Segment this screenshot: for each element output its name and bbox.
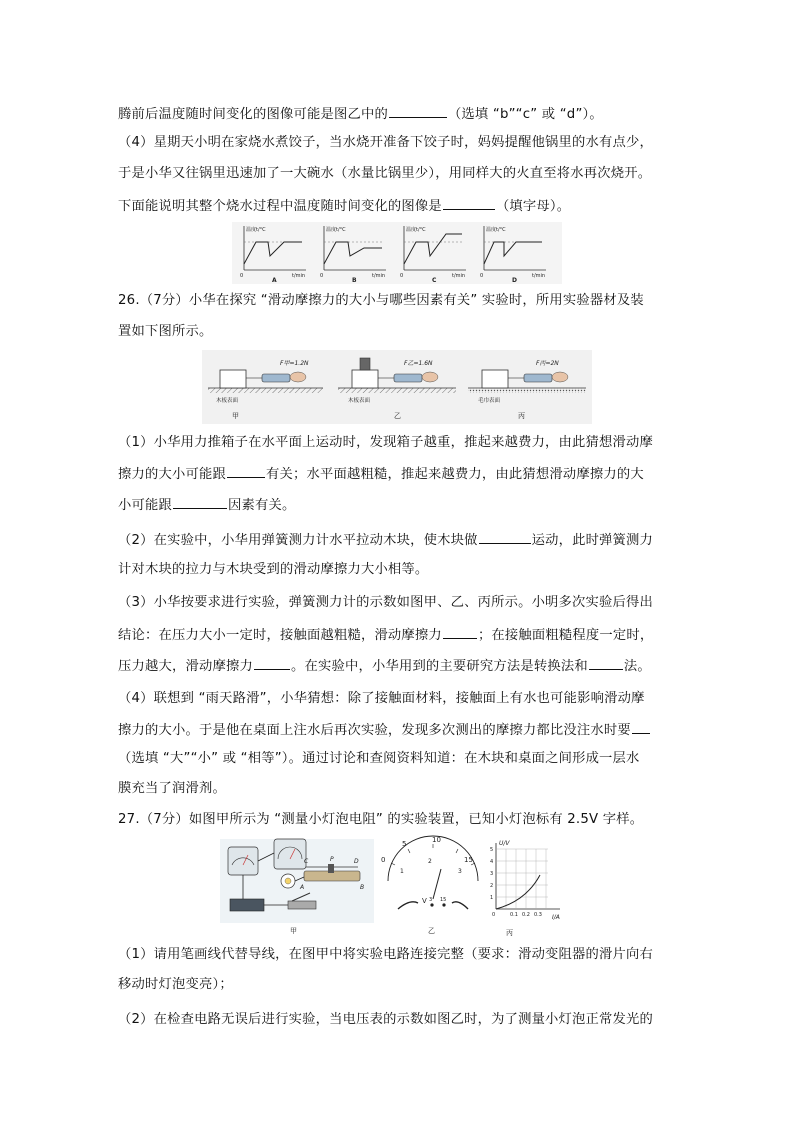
temperature-graphs-svg xyxy=(232,222,562,284)
q26-p3-line3 xyxy=(118,655,678,677)
q26-p3-line3-text: 压力越大，滑动摩擦力 xyxy=(118,659,253,674)
graph-ylabel: U/V xyxy=(499,840,510,847)
q26-p4-line3: （选填 “大”“小” 或 “相等”）。通过讨论和查阅资料知道：在木块和桌面之间形成一层水 xyxy=(118,751,640,766)
graph-xtick-0.3: 0.3 xyxy=(534,912,542,918)
setup-jia-surface: 木板表面 xyxy=(216,398,239,404)
graph-xtick-0: 0 xyxy=(492,912,496,918)
q26-p3-line2-suffix: ；在接触面粗糙程度一定时， xyxy=(477,628,654,643)
graph-ytick-3: 3 xyxy=(490,871,494,877)
answer-blank[interactable] xyxy=(389,103,447,118)
q27-p1-line2: 移动时灯泡变亮）； xyxy=(118,977,233,992)
setup-yi-label: 乙 xyxy=(394,412,401,420)
q25-line1-suffix: （选填 “b”“c” 或 “d”）。 xyxy=(447,107,603,122)
dial-subtick-3: 3 xyxy=(458,868,462,875)
q26-p1-line2-suffix: 有关；水平面越粗糙，推起来越费力，由此猜想滑动摩擦力的大 xyxy=(265,467,644,482)
rheostat-letter-b: B xyxy=(360,884,365,891)
graph-c-xlabel: t/min xyxy=(452,273,466,279)
q26-p1-line3-text: 小可能跟 xyxy=(118,498,172,513)
graph-ytick-5: 5 xyxy=(490,847,494,853)
dial-tick-5: 5 xyxy=(402,840,407,848)
q26-p3-line3-mid: 。在实验中，小华用到的主要研究方法是转换法和 xyxy=(290,659,588,674)
graph-ytick-2: 2 xyxy=(490,883,494,889)
setup-bing-force: F丙=2N xyxy=(536,360,559,367)
q26-p3-line2-text: 结论：在压力大小一定时，接触面越粗糙，滑动摩擦力 xyxy=(118,628,442,643)
q25-line1 xyxy=(118,103,678,125)
answer-blank[interactable] xyxy=(227,463,265,478)
circuit-svg xyxy=(220,835,580,939)
graph-d-origin: 0 xyxy=(480,273,484,279)
graph-a-letter: A xyxy=(272,277,277,284)
q27-p2-line1: （2）在检查电路无误后进行实验，当电压表的示数如图乙时，为了测量小灯泡正常发光的 xyxy=(118,1012,654,1027)
q26-p1-line3-suffix: 因素有关。 xyxy=(228,498,296,513)
setup-bing-label: 丙 xyxy=(518,412,525,420)
q26-p3-line2 xyxy=(118,624,678,646)
q26-p4-line4: 膜充当了润滑剂。 xyxy=(118,781,226,796)
graph-ytick-4: 4 xyxy=(490,859,494,865)
q26-p1-line2-text: 擦力的大小可能跟 xyxy=(118,467,226,482)
q26-p4-line1: （4）联想到 “雨天路滑”，小华猜想：除了接触面材料，接触面上有水也可能影响滑动摩 xyxy=(118,691,645,706)
dial-subtick-1: 1 xyxy=(400,868,404,875)
q26-p3-line3-suffix: 法。 xyxy=(623,659,651,674)
setup-yi-surface: 木板表面 xyxy=(348,398,371,404)
circuit-figure xyxy=(220,835,580,939)
q26-p1-line2 xyxy=(118,463,678,485)
fig-jia-apparatus xyxy=(220,839,374,935)
q26-p4-line2 xyxy=(118,719,678,741)
friction-experiment-svg xyxy=(202,350,592,424)
setup-jia-force: F甲=1.2N xyxy=(280,360,309,367)
terminal-15: 15 xyxy=(440,897,447,903)
graph-xtick-0.2: 0.2 xyxy=(522,912,530,918)
rheostat-letter-p: P xyxy=(330,856,334,863)
q26-p2-line2: 计对木块的拉力与木块受到的滑动摩擦力大小相等。 xyxy=(118,562,429,577)
answer-blank[interactable] xyxy=(443,624,477,639)
graph-a-ylabel: 温度t/°C xyxy=(246,227,266,233)
rheostat-letter-c: C xyxy=(304,858,309,865)
graph-b-ylabel: 温度t/°C xyxy=(326,227,346,233)
graph-b-letter: B xyxy=(352,277,357,284)
q26-p2-line1-suffix: 运动，此时弹簧测力 xyxy=(531,533,654,548)
graph-d-letter: D xyxy=(512,277,517,284)
q26-title-line1: 26.（7分）小华在探究 “滑动摩擦力的大小与哪些因素有关” 实验时，所用实验器材及装 xyxy=(118,293,644,308)
graph-b-xlabel: t/min xyxy=(372,273,386,279)
dial-tick-0: 0 xyxy=(381,856,386,864)
fig-yi-voltmeter xyxy=(381,836,478,935)
q25-p4-line1: （4）星期天小明在家烧水煮饺子，当水烧开准备下饺子时，妈妈提醒他锅里的水有点少， xyxy=(118,135,654,150)
graph-a-origin: 0 xyxy=(240,273,244,279)
q26-title-line2: 置如下图所示。 xyxy=(118,324,213,339)
q26-p2-line1-text: （2）在实验中，小华用弹簧测力计水平拉动木块，使木块做 xyxy=(118,533,478,548)
terminal-3: 3 xyxy=(429,897,433,903)
setup-jia-label: 甲 xyxy=(232,412,239,420)
rheostat-letter-a: A xyxy=(300,884,305,891)
q25-p4-line3 xyxy=(118,195,678,217)
q27-title: 27.（7分）如图甲所示为 “测量小灯泡电阻” 的实验装置，已知小灯泡标有 2.5V 字样。 xyxy=(118,812,644,827)
q25-p4-line3-suffix: （填字母）。 xyxy=(495,199,571,214)
fig-bing-label: 丙 xyxy=(506,929,513,937)
fig-bing-ui-graph xyxy=(490,840,560,937)
setup-yi-force: F乙=1.6N xyxy=(404,360,433,367)
q25-p4-line2: 于是小华又往锅里迅速加了一大碗水（水量比锅里少），用同样大的火直至将水再次烧开。 xyxy=(118,166,652,181)
q26-p4-line2-text: 擦力的大小。于是他在桌面上注水后再次实验，发现多次测出的摩擦力都比没注水时要 xyxy=(118,723,631,738)
rheostat-letter-d: D xyxy=(354,858,359,865)
dial-unit: V xyxy=(422,897,427,905)
graph-c-letter: C xyxy=(432,277,437,284)
q26-p2-line1 xyxy=(118,529,678,551)
graph-a-xlabel: t/min xyxy=(292,273,306,279)
temperature-graphs-figure xyxy=(232,222,562,284)
friction-experiment-figure xyxy=(202,350,592,424)
fig-jia-label: 甲 xyxy=(290,927,297,935)
fig-yi-label: 乙 xyxy=(428,927,435,935)
q25-p4-line3-text: 下面能说明其整个烧水过程中温度随时间变化的图像是 xyxy=(118,199,442,214)
setup-bing-surface: 毛巾表面 xyxy=(478,398,501,404)
dial-tick-15: 15 xyxy=(464,856,473,864)
q26-p1-line1: （1）小华用力推箱子在水平面上运动时，发现箱子越重，推起来越费力，由此猜想滑动摩 xyxy=(118,435,654,450)
answer-blank[interactable] xyxy=(479,529,531,544)
q26-p3-line1: （3）小华按要求进行实验，弹簧测力计的示数如图甲、乙、丙所示。小明多次实验后得出 xyxy=(118,595,654,610)
graph-ytick-1: 1 xyxy=(490,895,494,901)
graph-d-ylabel: 温度t/°C xyxy=(486,227,506,233)
graph-c-ylabel: 温度t/°C xyxy=(406,227,426,233)
graph-xlabel: I/A xyxy=(552,914,560,921)
graph-xtick-0.1: 0.1 xyxy=(510,912,518,918)
graph-c-origin: 0 xyxy=(400,273,404,279)
answer-blank[interactable] xyxy=(173,494,227,509)
q27-p1-line1: （1）请用笔画线代替导线，在图甲中将实验电路连接完整（要求：滑动变阻器的滑片向右 xyxy=(118,947,654,962)
graph-b-origin: 0 xyxy=(320,273,324,279)
q26-p1-line3 xyxy=(118,494,678,516)
dial-tick-10: 10 xyxy=(432,836,441,844)
q25-line1-text: 腾前后温度随时间变化的图像可能是图乙中的 xyxy=(118,107,388,122)
answer-blank[interactable] xyxy=(254,655,290,670)
dial-subtick-2: 2 xyxy=(428,858,432,865)
answer-blank[interactable] xyxy=(632,719,650,734)
answer-blank[interactable] xyxy=(589,655,623,670)
graph-d-xlabel: t/min xyxy=(532,273,546,279)
answer-blank[interactable] xyxy=(443,195,495,210)
